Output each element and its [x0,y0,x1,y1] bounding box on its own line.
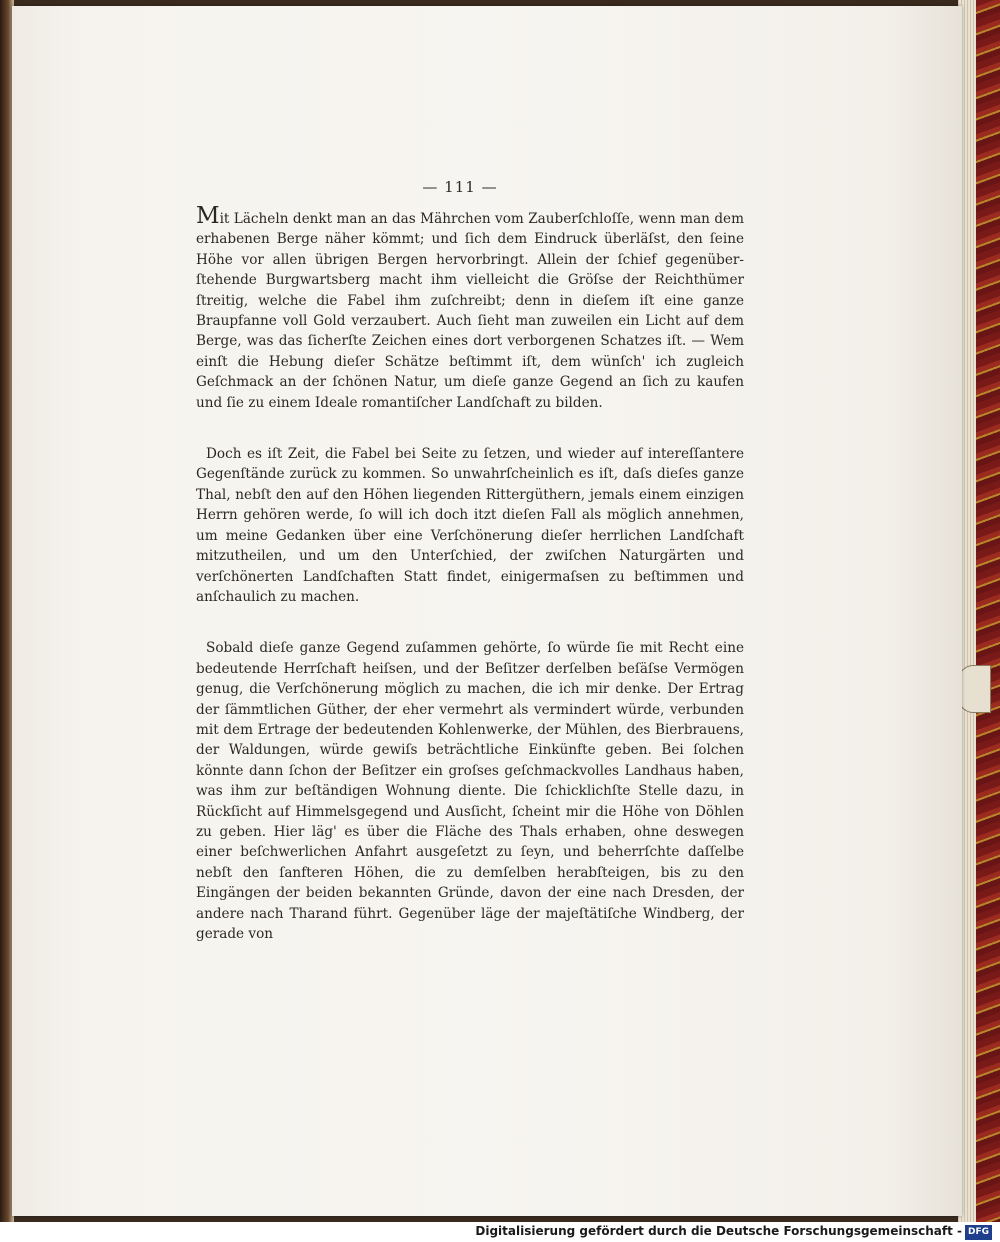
drop-cap: M [196,203,220,229]
paragraph-1-text: it Lächeln denkt man an das Mährchen vom Zauberſchloſſe, wenn man dem erhabenen Berge näher kömmt; und ſich dem Eindruck überläſst, den ſeine Höhe vor allen übrigen Bergen hervorbringt. Allein der ſchief gegenüber-ſtehende Burgwartsberg macht ihm vielleicht die Gröſse der Reichthümer ſtreitig, welche die Fabel ihm zuſchreibt; denn in dieſem iſt eine ganze Braupfanne voll Gold verzaubert. Auch ſieht man zuweilen ein Licht auf dem Berge, was das ſicherſte Zeichen eines dort verborgenen Schatzes iſt. — Wem einſt die Hebung dieſer Schätze beſtimmt iſt, dem wünſch' ich zugleich Geſchmack an der ſchönen Natur, um dieſe ganze Gegend an ſich zu kaufen und ſie zu einem Ideale romantiſcher Landſchaft zu bilden. [196,211,744,411]
paragraph-1 [196,203,744,413]
dfg-logo: DFG [965,1225,992,1240]
paragraph-2: Doch es iſt Zeit, die Fabel bei Seite zu ſetzen, und wieder auf intereſſantere Gegenſtände zurück zu kommen. So unwahrſcheinlich es iſt, daſs dieſes ganze Thal, nebſt den auf den Höhen liegenden Rittergüthern, jemals einem einzigen Herrn gehören werde, ſo will ich doch itzt dieſen Fall als möglich annehmen, um meine Gedanken über eine Verſchönerung dieſer herrlichen Landſchaft mitzutheilen, und um den Unterſchied, der zwiſchen Naturgärten und verſchönerten Landſchaften Statt findet, einigermaſsen zu beſtimmen und anſchaulich zu machen. [196,446,744,605]
page-number: — 111 — [422,178,498,196]
body-text [196,203,744,944]
marbled-cover [974,0,1000,1222]
funding-notice: Digitalisierung gefördert durch die Deutsche Forschungsgemeinschaft - [475,1224,962,1238]
paragraph-3: Sobald dieſe ganze Gegend zuſammen gehörte, ſo würde ſie mit Recht eine bedeutende Herrſchaft heiſsen, und der Beſitzer derſelben beſäſse Vermögen genug, die Verſchönerung möglich zu machen, die ich mir denke. Der Ertrag der ſämmtlichen Güther, der eher vermehrt als vermindert würde, verbunden mit dem Ertrage der bedeutenden Kohlenwerke, der Mühlen, des Bierbrauens, der Waldungen, würde gewiſs beträchtliche Einkünfte geben. Bei ſolchen könnte dann ſchon der Beſitzer ein groſses geſchmackvolles Landhaus haben, was ihm zur beſtändigen Wohnung diente. Die ſchicklichſte Stelle dazu, in Rückſicht auf Himmelsgegend und Ausſicht, ſcheint mir die Höhe von Döhlen zu geben. Hier läg' es über die Fläche des Thals erhaben, ohne deswegen einer beſchwerlichen Anfahrt ausgeſetzt zu ſeyn, und beherrſchte daſſelbe nebſt den ſanfteren Höhen, die zu demſelben herabſteigen, bis zu den Eingängen der beiden bekannten Gründe, davon der eine nach Dresden, der andere nach Tharand führt. Gegenüber läge der majeſtätiſche Windberg, der gerade von [196,640,744,942]
